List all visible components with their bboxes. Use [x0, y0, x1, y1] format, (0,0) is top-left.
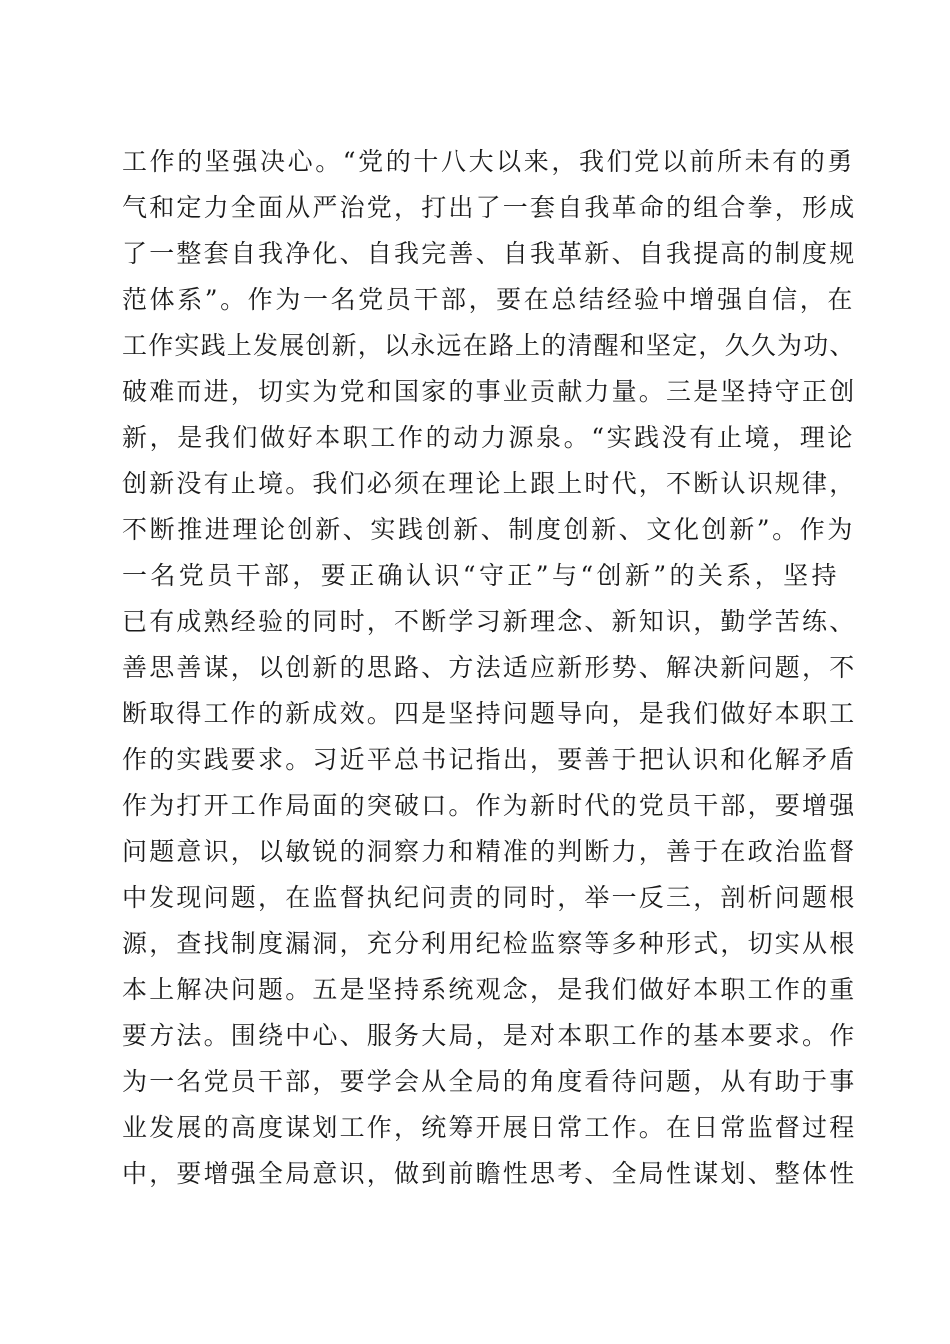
text-line-4: 范体系”。作为一名党员干部，要在总结经验中增强自信，在 [122, 285, 855, 314]
text-line-1: 工作的坚强决心。“党的十八大以来，我们党以前所未有的勇 [122, 147, 855, 176]
text-line-11: 已有成熟经验的同时，不断学习新理念、新知识，勤学苦练、 [122, 607, 857, 636]
text-line-22: 业发展的高度谋划工作，统筹开展日常工作。在日常监督过程 [122, 1113, 857, 1142]
text-line-15: 作为打开工作局面的突破口。作为新时代的党员干部，要增强 [122, 791, 857, 820]
text-line-14: 作的实践要求。习近平总书记指出，要善于把认识和化解矛盾 [122, 745, 857, 774]
text-line-7: 新，是我们做好本职工作的动力源泉。“实践没有止境，理论 [122, 423, 855, 452]
text-line-10: 一名党员干部，要正确认识“守正”与“创新”的关系，坚持 [122, 561, 840, 590]
text-line-2: 气和定力全面从严治党，打出了一套自我革命的组合拳，形成 [122, 193, 857, 222]
text-line-12: 善思善谋，以创新的思路、方法适应新形势、解决新问题，不 [122, 653, 857, 682]
text-line-20: 要方法。围绕中心、服务大局，是对本职工作的基本要求。作 [122, 1021, 857, 1050]
text-line-13: 断取得工作的新成效。四是坚持问题导向，是我们做好本职工 [122, 699, 857, 728]
text-line-3: 了一整套自我净化、自我完善、自我革新、自我提高的制度规 [122, 239, 857, 268]
text-line-9: 不断推进理论创新、实践创新、制度创新、文化创新”。作为 [122, 515, 855, 544]
text-line-21: 为一名党员干部，要学会从全局的角度看待问题，从有助于事 [122, 1067, 857, 1096]
text-line-6: 破难而进，切实为党和国家的事业贡献力量。三是坚持守正创 [122, 377, 857, 406]
text-line-5: 工作实践上发展创新，以永远在路上的清醒和坚定，久久为功、 [122, 331, 856, 360]
text-line-8: 创新没有止境。我们必须在理论上跟上时代，不断认识规律， [122, 469, 857, 498]
text-line-23: 中，要增强全局意识，做到前瞻性思考、全局性谋划、整体性 [122, 1159, 857, 1188]
text-line-16: 问题意识，以敏锐的洞察力和精准的判断力，善于在政治监督 [122, 837, 857, 866]
text-line-17: 中发现问题，在监督执纪问责的同时，举一反三，剖析问题根 [122, 883, 857, 912]
text-line-19: 本上解决问题。五是坚持系统观念，是我们做好本职工作的重 [122, 975, 857, 1004]
text-line-18: 源，查找制度漏洞，充分利用纪检监察等多种形式，切实从根 [122, 929, 857, 958]
body-text [122, 139, 857, 1197]
